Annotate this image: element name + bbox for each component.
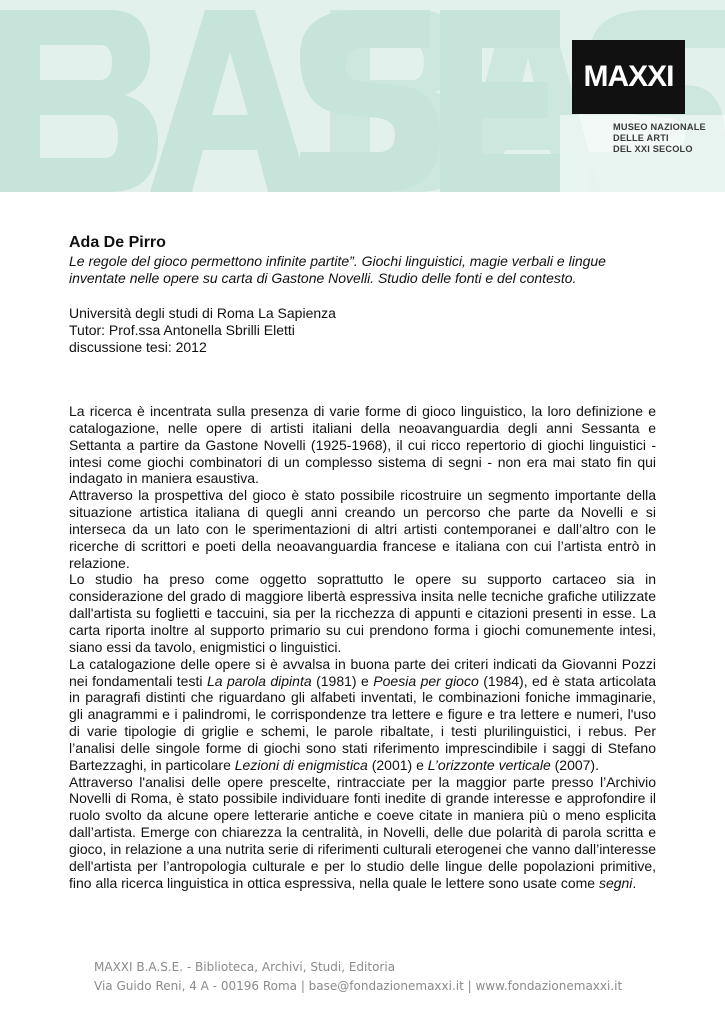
paragraph: La ricerca è incentrata sulla presenza di varie forme di gioco linguistico, la loro definizione e catalogazione, nelle opere di artisti italiani della neoavanguardia degli anni Sessanta e Settanta a partire da Gastone Novelli (1925-1968), il cui ricco repertorio di giochi linguistici - intesi come giochi combinatori di un complesso sistema di segni - non era mai stato fin qui indagato in maniera esaustiva. <box>69 403 656 487</box>
page-footer <box>94 958 622 995</box>
university: Università degli studi di Roma La Sapienza <box>69 305 336 321</box>
abstract-body <box>69 403 656 891</box>
paragraph: Lo studio ha preso come oggetto soprattutto le opere su supporto cartaceo sia in considerazione del grado di maggiore libertà espressiva insita nelle tecniche grafiche utilizzate dall'artista su foglietti e taccuini, sia per la ricchezza di appunti e citazioni presenti in esse. La carta riporta inoltre al supporto primario su cui prendono forma i giochi comunemente intesi, siano essi da tavolo, enigmistici o linguistici. <box>69 571 656 655</box>
museum-name <box>613 122 706 155</box>
museum-name-line: DEL XXI SECOLO <box>613 144 693 154</box>
text-run: (1984), ed è stata articolata in paragrafi distinti che riguardano gli alfabeti inventati, le combinazioni foniche immaginarie, gli anagrammi e i palindromi, le corrispondenze tra lettere e figure e tra lettere e numeri, l'uso di varie tipologie di griglie e schemi, le parole ribaltate, i testi plurilinguistici, i rebus. Per l’analisi delle singole forme di giochi sono stati riferimento imprescindibile i saggi di Stefano Bartezzaghi, in particolare <box>69 672 656 773</box>
thesis-title <box>69 253 656 287</box>
book-title: La parola dipinta <box>206 672 312 689</box>
footer-line: MAXXI B.A.S.E. - Biblioteca, Archivi, Studi, Editoria <box>94 960 396 974</box>
paragraph: Attraverso la prospettiva del gioco è stato possibile ricostruire un segmento importante della situazione artistica italiana di quegli anni creando un percorso che parte da Novelli e si interseca da un lato con le sperimentazioni di altri artisti contemporanei e dall’altro con le ricerche di scrittori e poeti della neoavanguardia francese e italiana con cui l’artista entrò in relazione. <box>69 487 656 571</box>
text-run: La catalogazione delle opere si è avvalsa in buona parte dei criteri indicati da Giovanni Pozzi nei fondamentali testi <box>69 655 656 689</box>
maxxi-logo <box>572 40 685 114</box>
footer-line: Via Guido Reni, 4 A - 00196 Roma | base@fondazionemaxxi.it | www.fondazionemaxxi.it <box>94 978 623 993</box>
document-header <box>69 233 656 356</box>
museum-name-line: MUSEO NAZIONALE <box>613 122 706 132</box>
text-run: (1981) e <box>311 672 374 689</box>
book-title: Lezioni di enigmistica <box>234 756 368 773</box>
book-title: Poesia per gioco <box>373 672 479 689</box>
museum-name-line: DELLE ARTI <box>613 133 669 143</box>
emphasis: segni <box>598 874 633 891</box>
defense-year: discussione tesi: 2012 <box>69 339 207 355</box>
book-title: L’orizzonte verticale <box>427 756 551 773</box>
thesis-title-line: Le regole del gioco permettono infinite partite”. Giochi linguistici, magie verbali e lingue <box>69 253 606 269</box>
paragraph <box>69 774 656 892</box>
tutor: Tutor: Prof.ssa Antonella Sbrilli Eletti <box>69 322 295 338</box>
thesis-meta <box>69 305 656 356</box>
logo-wordmark: MAXXI <box>583 60 674 93</box>
text-run: (2001) e <box>367 756 428 773</box>
thesis-title-line: inventate nelle opere su carta di Gastone Novelli. Studio delle fonti e del contesto. <box>69 270 577 286</box>
paragraph <box>69 656 656 774</box>
author-name: Ada De Pirro <box>69 234 166 251</box>
text-run: Attraverso l'analisi delle opere prescelte, rintracciate per la maggior parte presso l’Archivio Novelli di Roma, è stato possibile individuare fonti inedite di grande interesse e approfondire il ruolo svolto da alcune opere letterarie antiche e coeve citate in maniera più o meno esplicita dall’artista. Emerge con chiarezza la centralità, in Novelli, delle due polarità di parola scritta e gioco, in relazione a una nutrita serie di riferimenti culturali eterogenei che vanno dall’interesse dell'artista per l’antropologia culturale e per lo studio delle lingue delle popolazioni primitive, fino alla ricerca linguistica in ottica espressiva, nella quale le lettere sono usate come <box>69 773 656 891</box>
text-run: (2007). <box>550 756 599 773</box>
text-run: . <box>632 874 637 891</box>
